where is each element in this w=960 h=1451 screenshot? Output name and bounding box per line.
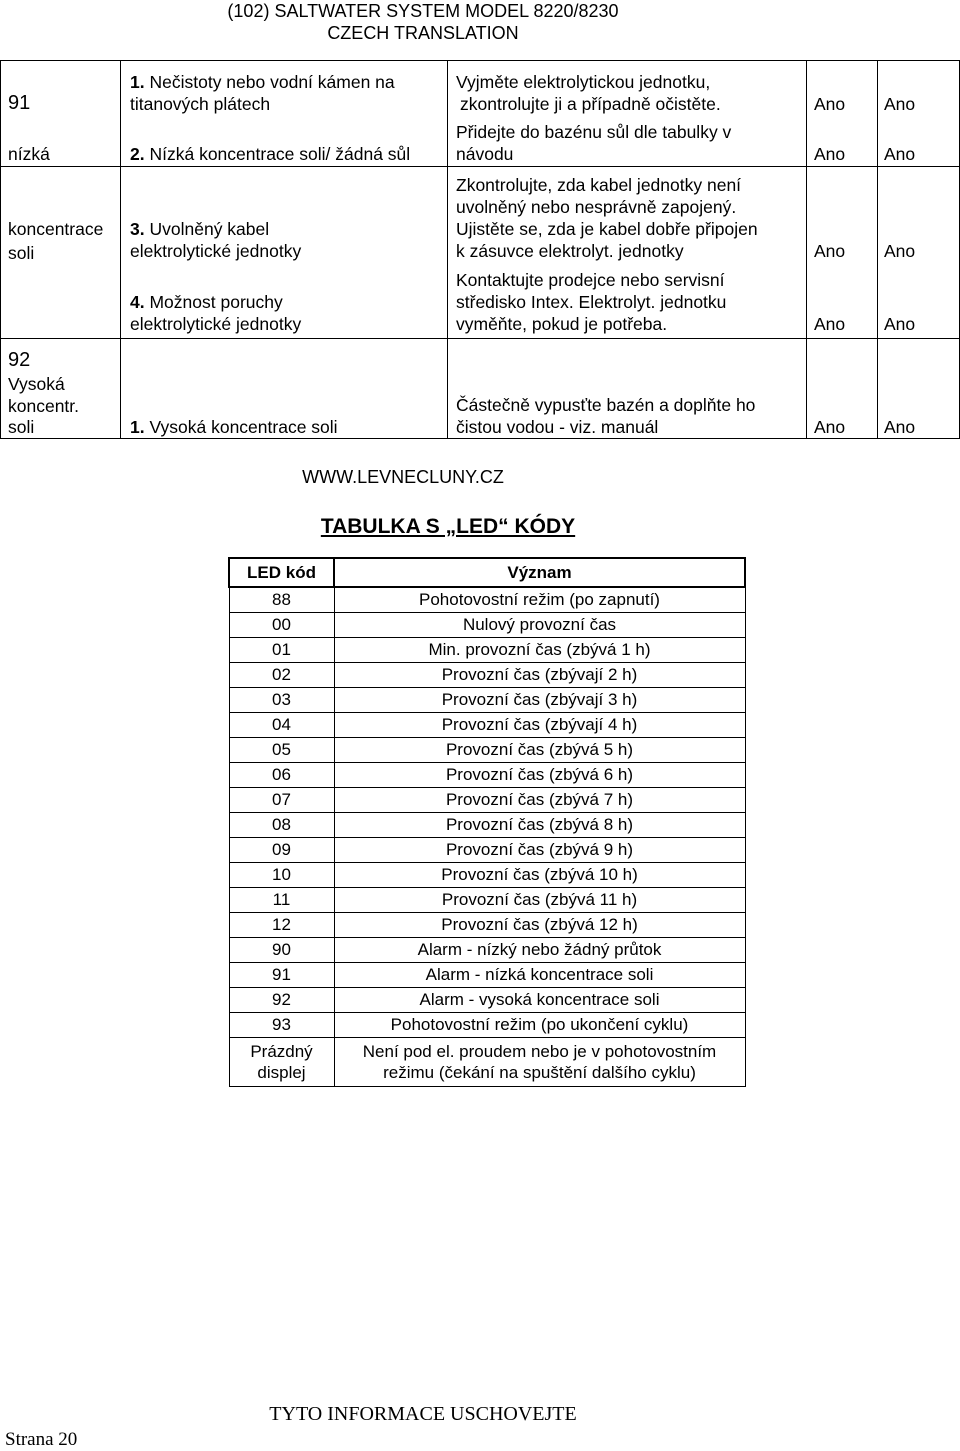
led-meaning: Nulový provozní čas [334,613,745,638]
table-row [229,1013,745,1038]
led-meaning: Provozní čas (zbývají 3 h) [334,688,745,713]
led-code: 93 [229,1013,334,1038]
soli-label-2: soli [8,417,35,437]
table-col-line [877,60,878,438]
led-meaning: Pohotovostní režim (po zapnutí) [334,587,745,613]
table-row [229,663,745,688]
table-col-line [806,60,807,438]
cause-5: 1. Vysoká koncentrace soli [130,417,338,437]
led-code-line: displej [257,1063,306,1082]
led-code: 03 [229,688,334,713]
yes-mark: Ano [814,417,846,437]
table-row [229,838,745,863]
table-row [229,888,745,913]
led-code: 10 [229,863,334,888]
action-4-line2: středisko Intex. Elektrolyt. jednotku [456,292,727,312]
doc-header-title: (102) SALTWATER SYSTEM MODEL 8220/8230 [227,1,619,21]
table-row [229,788,745,813]
led-table-body [229,587,745,1087]
cause-4: 4. Možnost poruchy [130,292,283,312]
col-header-meaning: Význam [334,558,745,587]
led-code: 09 [229,838,334,863]
yes-mark: Ano [814,94,846,114]
table-row [229,1038,745,1087]
led-meaning: Alarm - vysoká koncentrace soli [334,988,745,1013]
yes-mark: Ano [884,241,916,261]
table-row [229,688,745,713]
code-92: 92 [8,349,31,371]
high-label: Vysoká [8,374,65,394]
led-meaning: Provozní čas (zbývá 5 h) [334,738,745,763]
action-3-line3: Ujistěte se, zda je kabel dobře připojen [456,219,758,239]
led-code: 07 [229,788,334,813]
led-meaning: Pohotovostní režim (po ukončení cyklu) [334,1013,745,1038]
led-code: 92 [229,988,334,1013]
table-row [229,713,745,738]
led-code: 88 [229,587,334,613]
table-col-line [120,60,121,438]
doc-header-subtitle: CZECH TRANSLATION [327,23,519,43]
action-3-line2: uvolněný nebo nesprávně zapojený. [456,197,737,217]
table-rule-mid2 [0,338,960,339]
led-meaning: Min. provozní čas (zbývá 1 h) [334,638,745,663]
cause-1-cont: titanových plátech [130,94,271,114]
led-code: 01 [229,638,334,663]
cause-3: 3. Uvolněný kabel [130,219,270,239]
led-meaning-line: režimu (čekání na spuštění dalšího cyklu) [383,1063,696,1082]
action-5-line2: čistou vodou - viz. manuál [456,417,659,437]
table-col-line [447,60,448,438]
website-link[interactable]: WWW.LEVNECLUNY.CZ [302,467,504,487]
led-meaning [334,1038,745,1087]
yes-mark: Ano [884,314,916,334]
led-meaning: Alarm - nízký nebo žádný průtok [334,938,745,963]
led-code: 11 [229,888,334,913]
table-row [229,963,745,988]
table-row [229,763,745,788]
action-5-line1: Částečně vypusťte bazén a doplňte ho [456,395,756,415]
action-1-line1: Vyjměte elektrolytickou jednotku, [456,72,711,92]
yes-mark: Ano [814,314,846,334]
action-2-line2: návodu [456,144,514,164]
cause-1: 1. Nečistoty nebo vodní kámen na [130,72,395,92]
yes-mark: Ano [884,144,916,164]
led-code: 08 [229,813,334,838]
keep-info-notice: TYTO INFORMACE USCHOVEJTE [269,1403,577,1425]
table-col-line [0,60,1,438]
led-meaning: Provozní čas (zbývá 8 h) [334,813,745,838]
led-code: 05 [229,738,334,763]
low-label: nízká [8,144,50,164]
action-4-line1: Kontaktujte prodejce nebo servisní [456,270,725,290]
table-row [229,587,745,613]
led-meaning: Provozní čas (zbývají 2 h) [334,663,745,688]
table-row [229,613,745,638]
led-code: 00 [229,613,334,638]
led-code-line: Prázdný [250,1042,313,1061]
table-row [229,988,745,1013]
table-row [229,913,745,938]
led-table-title: TABULKA S „LED“ KÓDY [320,515,576,538]
col-header-code: LED kód [229,558,334,587]
led-meaning: Provozní čas (zbývá 11 h) [334,888,745,913]
action-2-line1: Přidejte do bazénu sůl dle tabulky v [456,122,732,142]
led-code: 90 [229,938,334,963]
led-code: 04 [229,713,334,738]
action-4-line3: vyměňte, pokud je potřeba. [456,314,668,334]
led-code: 91 [229,963,334,988]
table-rule-mid1 [0,166,960,167]
led-meaning: Provozní čas (zbývá 6 h) [334,763,745,788]
led-meaning: Provozní čas (zbývá 12 h) [334,913,745,938]
table-row [229,638,745,663]
code-91: 91 [8,92,31,114]
led-meaning: Provozní čas (zbývá 10 h) [334,863,745,888]
led-meaning-line: Není pod el. proudem nebo je v pohotovostním [362,1042,717,1061]
conc-short-label: koncentr. [8,396,80,416]
soli-label: soli [8,243,35,263]
led-meaning: Provozní čas (zbývají 4 h) [334,713,745,738]
led-meaning: Alarm - nízká koncentrace soli [334,963,745,988]
yes-mark: Ano [884,94,916,114]
table-row [229,738,745,763]
led-meaning: Provozní čas (zbývá 7 h) [334,788,745,813]
led-code: 12 [229,913,334,938]
led-code [229,1038,334,1087]
yes-mark: Ano [814,144,846,164]
action-3-line1: Zkontrolujte, zda kabel jednotky není [456,175,742,195]
cause-2: 2. Nízká koncentrace soli/ žádná sůl [130,144,411,164]
table-row [229,863,745,888]
cause-4-cont: elektrolytické jednotky [130,314,302,334]
table-row [229,938,745,963]
page-number: Strana 20 [5,1429,78,1450]
led-code: 06 [229,763,334,788]
action-3-line4: k zásuvce elektrolyt. jednotky [456,241,684,261]
led-code-table [228,557,746,1087]
action-1-line2: zkontrolujte ji a případně očistěte. [460,94,721,114]
yes-mark: Ano [814,241,846,261]
yes-mark: Ano [884,417,916,437]
conc-label: koncentrace [8,219,104,239]
led-code: 02 [229,663,334,688]
led-meaning: Provozní čas (zbývá 9 h) [334,838,745,863]
table-rule-bottom [0,438,960,439]
table-header-row [229,558,745,587]
cause-3-cont: elektrolytické jednotky [130,241,302,261]
table-rule-top [0,60,960,61]
table-row [229,813,745,838]
